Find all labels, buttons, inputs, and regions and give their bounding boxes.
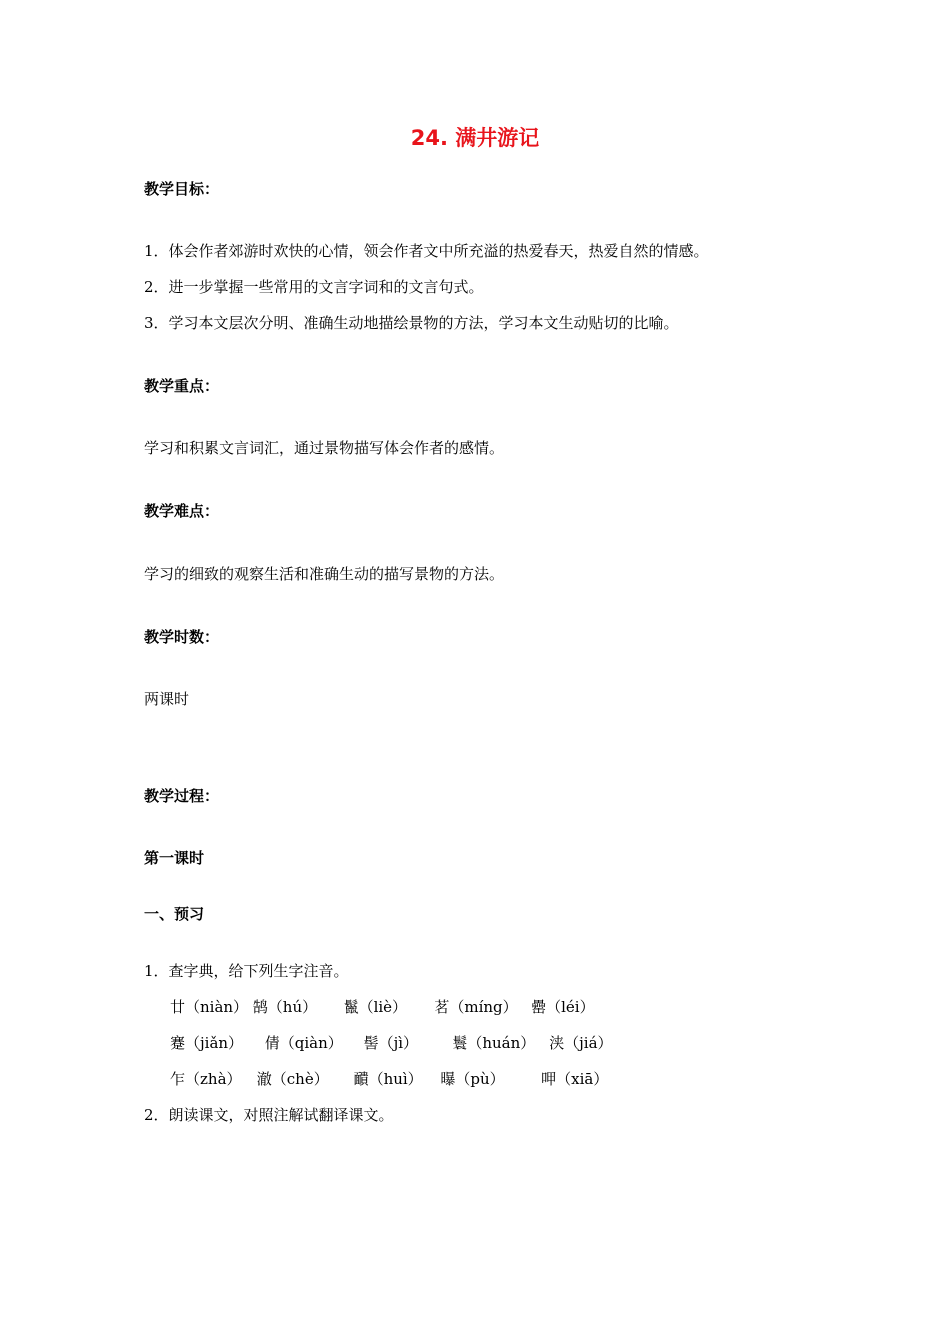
lesson-title: 第一课时 (144, 849, 205, 867)
pinyin-item: 乍（zhà） (170, 1070, 242, 1088)
document-title: 24. 满井游记 (410, 126, 540, 150)
difficulties-text: 学习的细致的观察生活和准确生动的描写景物的方法。 (144, 565, 505, 583)
pinyin-item: 茗（míng） (434, 998, 518, 1016)
pinyin-item: 鬣（liè） (343, 998, 408, 1016)
pinyin-item: 浃（jiá） (549, 1034, 613, 1052)
pinyin-item: 曝（pù） (440, 1070, 505, 1088)
pinyin-item: 倩（qiàn） (264, 1034, 343, 1052)
objective-item-3: 3．学习本文层次分明、准确生动地描绘景物的方法，学习本文生动贴切的比喻。 (144, 314, 679, 332)
pinyin-item: 澈（chè） (256, 1070, 329, 1088)
step-2: 2．朗读课文，对照注解试翻译课文。 (144, 1106, 394, 1124)
process-heading: 教学过程： (144, 787, 220, 805)
pinyin-item: 呷（xiā） (541, 1070, 609, 1088)
hours-text: 两课时 (144, 690, 190, 708)
key-points-text: 学习和积累文言词汇，通过景物描写体会作者的感情。 (144, 439, 505, 457)
difficulties-heading: 教学难点： (144, 502, 220, 520)
pinyin-item: 蹇（jiǎn） (170, 1034, 244, 1052)
step-1: 1．查字典，给下列生字注音。 (144, 962, 349, 980)
pinyin-row-3 (170, 1069, 608, 1089)
objective-item-1: 1．体会作者郊游时欢快的心情，领会作者文中所充溢的热爱春天，热爱自然的情感。 (144, 242, 709, 260)
pinyin-row-2 (170, 1033, 613, 1053)
pinyin-item: 鬟（huán） (452, 1034, 536, 1052)
section-title: 一、预习 (144, 905, 205, 923)
pinyin-row-1 (170, 997, 595, 1017)
key-points-heading: 教学重点： (144, 377, 220, 395)
objective-item-2: 2．进一步掌握一些常用的文言字词和的文言句式。 (144, 278, 484, 296)
pinyin-item: 罍（léi） (531, 998, 595, 1016)
objectives-heading: 教学目标： (144, 180, 220, 198)
pinyin-item: 廿（niàn） (170, 998, 249, 1016)
pinyin-item: 靧（huì） (353, 1070, 423, 1088)
pinyin-item: 鹄（hú） (252, 998, 318, 1016)
pinyin-item: 髻（jì） (363, 1034, 419, 1052)
hours-heading: 教学时数： (144, 628, 220, 646)
